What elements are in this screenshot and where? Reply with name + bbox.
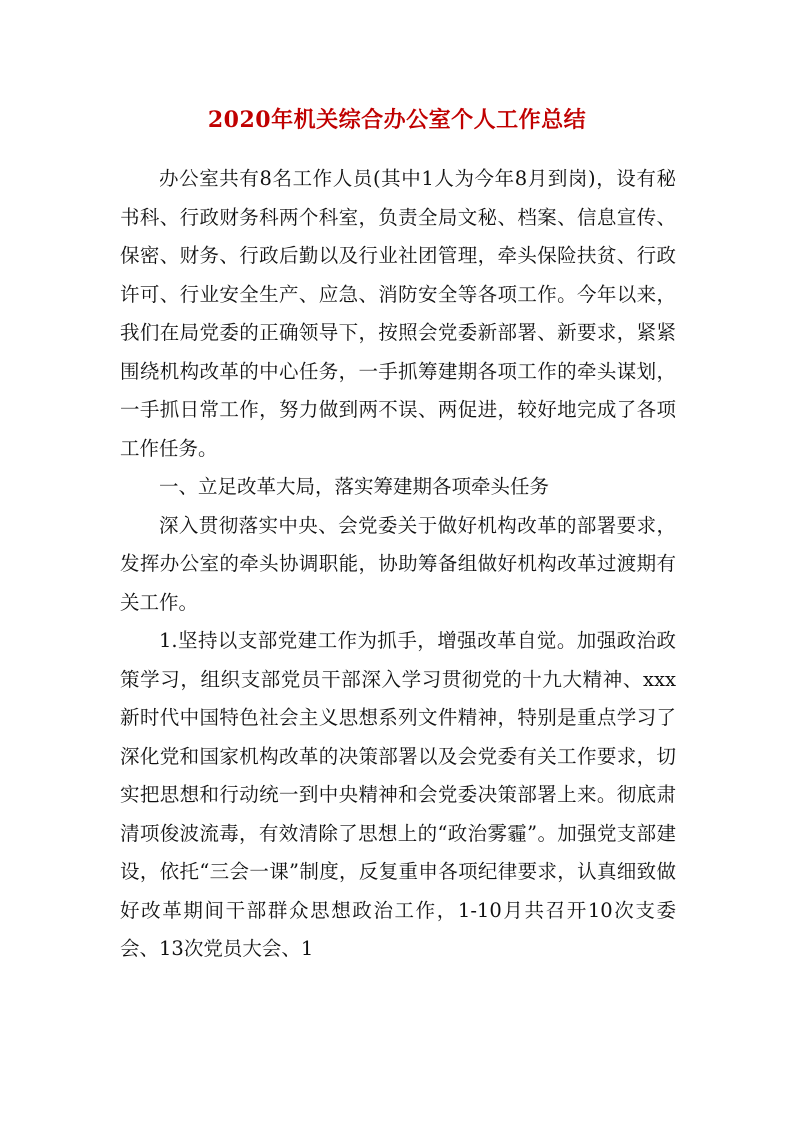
item-1-paragraph: 1.坚持以支部党建工作为抓手，增强改革自觉。加强政治政策学习，组织支部党员干部深入学习贯彻党的十九大精神、xxx新时代中国特色社会主义思想系列文件精神，特别是重点学习了深化党和国家机构改革的决策部署以及会党委有关工作要求，切实把思想和行动统一到中央精神和会党委决策部署上来。彻底肃清项俊波流毒，有效清除了思想上的“政治雾霾”。加强党支部建设，依托“三会一课”制度，反复重申各项纪律要求，认真细致做好改革期间干部群众思想政治工作，1-10月共召开10次支委会、13次党员大会、1: [120, 629, 676, 960]
document-title: 2020年机关综合办公室个人工作总结: [207, 107, 587, 133]
section-summary-paragraph: 深入贯彻落实中央、会党委关于做好机构改革的部署要求，发挥办公室的牵头协调职能，协助筹备组做好机构改革过渡期有关工作。: [120, 513, 676, 614]
intro-paragraph: 办公室共有8名工作人员(其中1人为今年8月到岗)，设有秘书科、行政财务科两个科室，负责全局文秘、档案、信息宣传、保密、财务、行政后勤以及行业社团管理，牵头保险扶贫、行政许可、行业安全生产、应急、消防安全等各项工作。今年以来，我们在局党委的正确领导下，按照会党委新部署、新要求，紧紧围绕机构改革的中心任务，一手抓筹建期各项工作的牵头谋划，一手抓日常工作，努力做到两不误、两促进，较好地完成了各项工作任务。: [120, 167, 676, 460]
document-body: [120, 160, 676, 969]
section-heading-1: 一、立足改革大局，落实筹建期各项牵头任务: [159, 475, 550, 498]
